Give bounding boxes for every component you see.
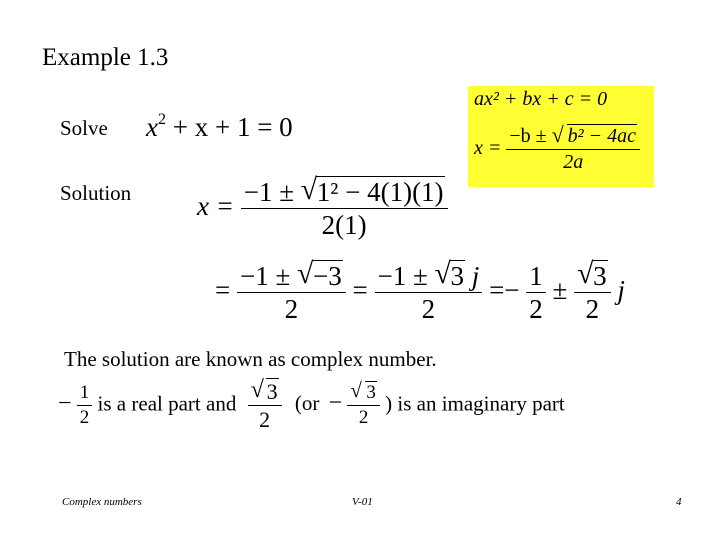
step2-neg: −: [504, 275, 520, 306]
real-part-num: 1: [77, 383, 93, 406]
step2-term-b-prefix: −1 ±: [377, 261, 428, 291]
real-part-fraction: [77, 383, 93, 428]
imag-part-text: ) is an imaginary part: [385, 391, 565, 416]
step1-fraction: [241, 174, 448, 241]
alt-neg: −: [328, 390, 343, 417]
equation-exponent: 2: [157, 111, 166, 128]
step2-term-a-radicand: −3: [313, 261, 342, 291]
formula-radicand: b² − 4ac: [567, 125, 637, 147]
alt-imag-fraction: [347, 378, 380, 429]
explanation-parts: [58, 376, 565, 433]
step2-term-b-j: j: [471, 261, 480, 291]
step2-term-c: [526, 262, 546, 324]
step1-num-prefix: −1 ±: [243, 177, 295, 207]
imag-part-radicand: 3: [266, 379, 278, 404]
or-text: (or: [294, 391, 320, 416]
step2-term-b: [375, 258, 483, 325]
step2-pm: ±: [552, 275, 568, 306]
step2-term-d-den: 2: [585, 294, 600, 325]
step2-term-d-radicand: 3: [593, 261, 607, 291]
step2-eq-2: =: [352, 275, 368, 306]
solution-label: Solution: [60, 181, 132, 205]
step2-term-a-den: 2: [284, 294, 299, 325]
step2-term-a: [237, 258, 346, 325]
step2-term-c-den: 2: [529, 294, 543, 325]
step2-term-b-sqrt: √ 3: [434, 258, 465, 291]
formula-num-prefix: −b ±: [509, 125, 547, 147]
step1-denominator: 2(1): [321, 210, 367, 241]
formula-quadratic: [474, 122, 640, 173]
real-part-neg: −: [58, 390, 72, 417]
step2-term-c-num: 1: [526, 262, 546, 293]
formula-sqrt: √ b² − 4ac: [551, 122, 637, 147]
solve-label: Solve: [60, 116, 108, 140]
step2-term-d-j: j: [617, 275, 625, 306]
formula-general-form: ax² + bx + c = 0: [474, 88, 608, 110]
step1-radicand: 1² − 4(1)(1): [316, 177, 444, 207]
step2-term-a-sqrt: √ −3: [297, 258, 342, 291]
slide-title: Example 1.3: [42, 44, 169, 71]
step2-term-a-prefix: −1 ±: [239, 261, 291, 291]
equation-x: x: [146, 112, 158, 142]
step2-term-d-sqrt: √ 3: [577, 258, 607, 291]
quadratic-formula-box: [468, 86, 654, 187]
step2-term-b-radicand: 3: [450, 261, 465, 291]
explanation-sentence: The solution are known as complex number.: [64, 347, 437, 371]
formula-x: x =: [474, 137, 502, 160]
step2-eq-3: =: [489, 275, 505, 306]
footer-center: V-01: [352, 496, 373, 508]
footer-left: Complex numbers: [62, 496, 142, 508]
alt-imag-radicand: 3: [366, 382, 376, 404]
formula-fraction: [506, 122, 640, 173]
imag-part-sqrt: √ 3: [250, 376, 278, 404]
imag-part-fraction: [248, 376, 282, 433]
alt-imag-den: 2: [358, 407, 369, 429]
step1-sqrt: √ 1² − 4(1)(1): [300, 174, 444, 207]
solution-step-1: [197, 174, 448, 241]
formula-denominator: 2a: [563, 151, 584, 173]
equation-rest: + x + 1 = 0: [165, 112, 293, 142]
step2-term-b-den: 2: [421, 294, 436, 325]
alt-imag-sqrt: √ 3: [350, 378, 376, 404]
footer-page-number: 4: [676, 496, 682, 508]
step1-x-eq: x =: [197, 191, 234, 222]
real-part-text: is a real part and: [97, 391, 237, 416]
imag-part-den: 2: [259, 407, 271, 433]
quadratic-equation: [146, 112, 293, 143]
step2-term-d: [574, 258, 611, 325]
step2-eq-1: =: [215, 275, 231, 306]
solution-step-2: [215, 258, 625, 325]
real-part-den: 2: [79, 407, 90, 429]
